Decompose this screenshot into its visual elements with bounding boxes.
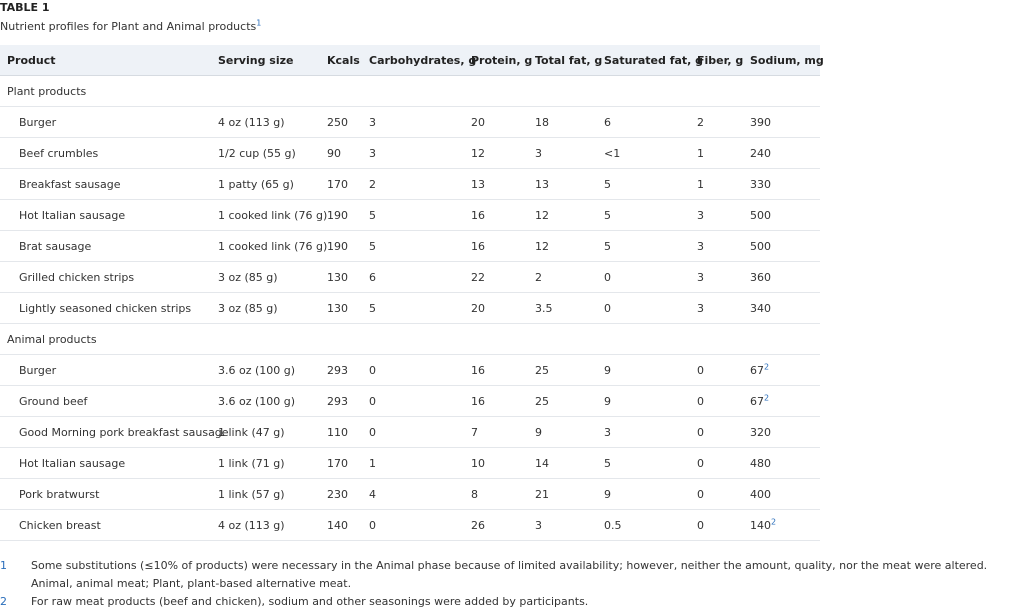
cell-sodium <box>743 107 820 138</box>
cell-total-fat: 14 <box>528 448 597 479</box>
cell-protein: 13 <box>464 169 528 200</box>
table-row <box>0 262 820 293</box>
cell-fiber: 0 <box>690 448 743 479</box>
cell-serving-size: 1 cooked link (76 g) <box>211 231 320 262</box>
table-row <box>0 107 820 138</box>
table-title-text: Nutrient profiles for Plant and Animal products <box>0 20 257 33</box>
sodium-value: 67 <box>750 394 764 408</box>
cell-sodium <box>743 262 820 293</box>
cell-fiber: 3 <box>690 293 743 324</box>
cell-saturated-fat: 3 <box>597 417 690 448</box>
cell-protein: 22 <box>464 262 528 293</box>
col-header-product: Product <box>0 45 211 76</box>
cell-fiber: 0 <box>690 417 743 448</box>
cell-carbohydrates: 0 <box>362 510 464 541</box>
table-row <box>0 355 820 386</box>
table-header-row <box>0 45 820 76</box>
footnote-2 <box>0 593 1024 611</box>
table-row <box>0 386 820 417</box>
table-row <box>0 169 820 200</box>
cell-product: Beef crumbles <box>0 138 211 169</box>
group-label: Plant products <box>0 76 820 107</box>
cell-product: Chicken breast <box>0 510 211 541</box>
col-header-protein: Protein, g <box>464 45 528 76</box>
table-row <box>0 231 820 262</box>
table-row <box>0 479 820 510</box>
cell-fiber: 0 <box>690 386 743 417</box>
cell-saturated-fat: 9 <box>597 386 690 417</box>
sodium-value: 140 <box>750 518 771 532</box>
cell-sodium <box>743 293 820 324</box>
cell-sodium <box>743 479 820 510</box>
cell-protein: 26 <box>464 510 528 541</box>
sodium-value: 67 <box>750 363 764 377</box>
cell-saturated-fat: 5 <box>597 448 690 479</box>
cell-protein: 16 <box>464 231 528 262</box>
cell-kcals: 230 <box>320 479 362 510</box>
cell-total-fat: 2 <box>528 262 597 293</box>
cell-protein: 16 <box>464 386 528 417</box>
cell-product: Burger <box>0 107 211 138</box>
cell-fiber: 3 <box>690 262 743 293</box>
cell-fiber: 1 <box>690 169 743 200</box>
cell-sodium <box>743 510 820 541</box>
sodium-value: 390 <box>750 115 771 129</box>
cell-kcals: 110 <box>320 417 362 448</box>
footnote-ref-link[interactable]: 2 <box>771 516 777 526</box>
sodium-value: 500 <box>750 208 771 222</box>
cell-total-fat: 3 <box>528 510 597 541</box>
sodium-value: 500 <box>750 239 771 253</box>
group-row <box>0 324 820 355</box>
cell-product: Ground beef <box>0 386 211 417</box>
cell-protein: 12 <box>464 138 528 169</box>
cell-carbohydrates: 5 <box>362 293 464 324</box>
cell-saturated-fat: 9 <box>597 355 690 386</box>
cell-carbohydrates: 2 <box>362 169 464 200</box>
cell-serving-size: 1/2 cup (55 g) <box>211 138 320 169</box>
cell-sodium <box>743 231 820 262</box>
table-body <box>0 76 820 541</box>
table-row <box>0 138 820 169</box>
cell-product: Hot Italian sausage <box>0 448 211 479</box>
cell-product: Good Morning pork breakfast sausage <box>0 417 211 448</box>
cell-carbohydrates: 3 <box>362 107 464 138</box>
footnote-1 <box>0 557 1024 593</box>
group-row <box>0 76 820 107</box>
cell-serving-size: 1 link (71 g) <box>211 448 320 479</box>
cell-total-fat: 13 <box>528 169 597 200</box>
cell-fiber: 3 <box>690 231 743 262</box>
table-row <box>0 510 820 541</box>
col-header-saturated-fat: Saturated fat, g <box>597 45 690 76</box>
footnote-ref-link[interactable]: 2 <box>764 392 770 402</box>
cell-serving-size: 4 oz (113 g) <box>211 510 320 541</box>
cell-product: Grilled chicken strips <box>0 262 211 293</box>
cell-total-fat: 25 <box>528 386 597 417</box>
cell-fiber: 1 <box>690 138 743 169</box>
sodium-value: 480 <box>750 456 771 470</box>
cell-saturated-fat: 6 <box>597 107 690 138</box>
col-header-fiber: Fiber, g <box>690 45 743 76</box>
table-row <box>0 417 820 448</box>
table-caption <box>0 2 261 33</box>
cell-total-fat: 12 <box>528 200 597 231</box>
cell-product: Pork bratwurst <box>0 479 211 510</box>
cell-product: Brat sausage <box>0 231 211 262</box>
cell-saturated-fat: 5 <box>597 231 690 262</box>
cell-saturated-fat: 9 <box>597 479 690 510</box>
cell-carbohydrates: 6 <box>362 262 464 293</box>
cell-product: Hot Italian sausage <box>0 200 211 231</box>
nutrient-table <box>0 45 824 541</box>
table-row <box>0 293 820 324</box>
cell-saturated-fat: 0 <box>597 293 690 324</box>
cell-carbohydrates: 0 <box>362 355 464 386</box>
cell-carbohydrates: 0 <box>362 417 464 448</box>
cell-serving-size: 1 cooked link (76 g) <box>211 200 320 231</box>
cell-kcals: 130 <box>320 293 362 324</box>
cell-sodium <box>743 138 820 169</box>
group-label: Animal products <box>0 324 820 355</box>
cell-kcals: 250 <box>320 107 362 138</box>
cell-total-fat: 18 <box>528 107 597 138</box>
cell-fiber: 0 <box>690 355 743 386</box>
cell-serving-size: 3 oz (85 g) <box>211 262 320 293</box>
cell-total-fat: 21 <box>528 479 597 510</box>
cell-serving-size: 1 link (57 g) <box>211 479 320 510</box>
sodium-value: 320 <box>750 425 771 439</box>
cell-kcals: 90 <box>320 138 362 169</box>
cell-serving-size: 3.6 oz (100 g) <box>211 355 320 386</box>
cell-carbohydrates: 0 <box>362 386 464 417</box>
cell-total-fat: 25 <box>528 355 597 386</box>
cell-sodium <box>743 169 820 200</box>
table-title <box>0 20 261 33</box>
cell-serving-size: 1 patty (65 g) <box>211 169 320 200</box>
footnote-text: Some substitutions (≤10% of products) were necessary in the Animal phase because of limited availability; however, neither the amount, quality, nor the meat were altered. Animal, animal meat; Plant, plant-based alternative meat. <box>31 559 988 590</box>
col-header-sodium: Sodium, mg <box>743 45 820 76</box>
nutrient-table-container <box>0 45 824 541</box>
footnote-ref-link[interactable]: 2 <box>764 361 770 371</box>
cell-carbohydrates: 3 <box>362 138 464 169</box>
cell-carbohydrates: 4 <box>362 479 464 510</box>
sodium-value: 400 <box>750 487 771 501</box>
cell-protein: 20 <box>464 293 528 324</box>
cell-carbohydrates: 5 <box>362 200 464 231</box>
col-header-serving-size: Serving size <box>211 45 320 76</box>
footnote-text: For raw meat products (beef and chicken), sodium and other seasonings were added by participants. <box>31 595 589 608</box>
cell-protein: 16 <box>464 355 528 386</box>
cell-protein: 8 <box>464 479 528 510</box>
cell-fiber: 0 <box>690 510 743 541</box>
cell-total-fat: 3.5 <box>528 293 597 324</box>
col-header-carbohydrates: Carbohydrates, g <box>362 45 464 76</box>
cell-protein: 20 <box>464 107 528 138</box>
table-row <box>0 448 820 479</box>
cell-kcals: 170 <box>320 448 362 479</box>
table-label: TABLE 1 <box>0 1 50 14</box>
sodium-value: 360 <box>750 270 771 284</box>
cell-kcals: 170 <box>320 169 362 200</box>
cell-carbohydrates: 5 <box>362 231 464 262</box>
cell-fiber: 3 <box>690 200 743 231</box>
cell-total-fat: 9 <box>528 417 597 448</box>
footnote-ref-link[interactable]: 1 <box>256 18 262 28</box>
cell-kcals: 130 <box>320 262 362 293</box>
cell-fiber: 0 <box>690 479 743 510</box>
cell-product: Breakfast sausage <box>0 169 211 200</box>
cell-kcals: 293 <box>320 386 362 417</box>
cell-total-fat: 3 <box>528 138 597 169</box>
cell-serving-size: 4 oz (113 g) <box>211 107 320 138</box>
cell-total-fat: 12 <box>528 231 597 262</box>
col-header-kcals: Kcals <box>320 45 362 76</box>
cell-saturated-fat: <1 <box>597 138 690 169</box>
cell-sodium <box>743 417 820 448</box>
cell-sodium <box>743 386 820 417</box>
cell-carbohydrates: 1 <box>362 448 464 479</box>
cell-sodium <box>743 200 820 231</box>
cell-serving-size: 1 link (47 g) <box>211 417 320 448</box>
cell-product: Lightly seasoned chicken strips <box>0 293 211 324</box>
sodium-value: 240 <box>750 146 771 160</box>
cell-kcals: 190 <box>320 231 362 262</box>
cell-kcals: 190 <box>320 200 362 231</box>
cell-sodium <box>743 355 820 386</box>
cell-saturated-fat: 5 <box>597 169 690 200</box>
cell-serving-size: 3 oz (85 g) <box>211 293 320 324</box>
cell-protein: 16 <box>464 200 528 231</box>
cell-fiber: 2 <box>690 107 743 138</box>
sodium-value: 340 <box>750 301 771 315</box>
cell-serving-size: 3.6 oz (100 g) <box>211 386 320 417</box>
table-row <box>0 200 820 231</box>
cell-product: Burger <box>0 355 211 386</box>
cell-protein: 7 <box>464 417 528 448</box>
cell-saturated-fat: 5 <box>597 200 690 231</box>
cell-kcals: 293 <box>320 355 362 386</box>
cell-saturated-fat: 0.5 <box>597 510 690 541</box>
cell-saturated-fat: 0 <box>597 262 690 293</box>
col-header-total-fat: Total fat, g <box>528 45 597 76</box>
footnotes <box>0 557 1024 611</box>
footnote-number[interactable]: 1 <box>0 559 7 572</box>
footnote-number[interactable]: 2 <box>0 595 7 608</box>
cell-kcals: 140 <box>320 510 362 541</box>
sodium-value: 330 <box>750 177 771 191</box>
cell-protein: 10 <box>464 448 528 479</box>
cell-sodium <box>743 448 820 479</box>
